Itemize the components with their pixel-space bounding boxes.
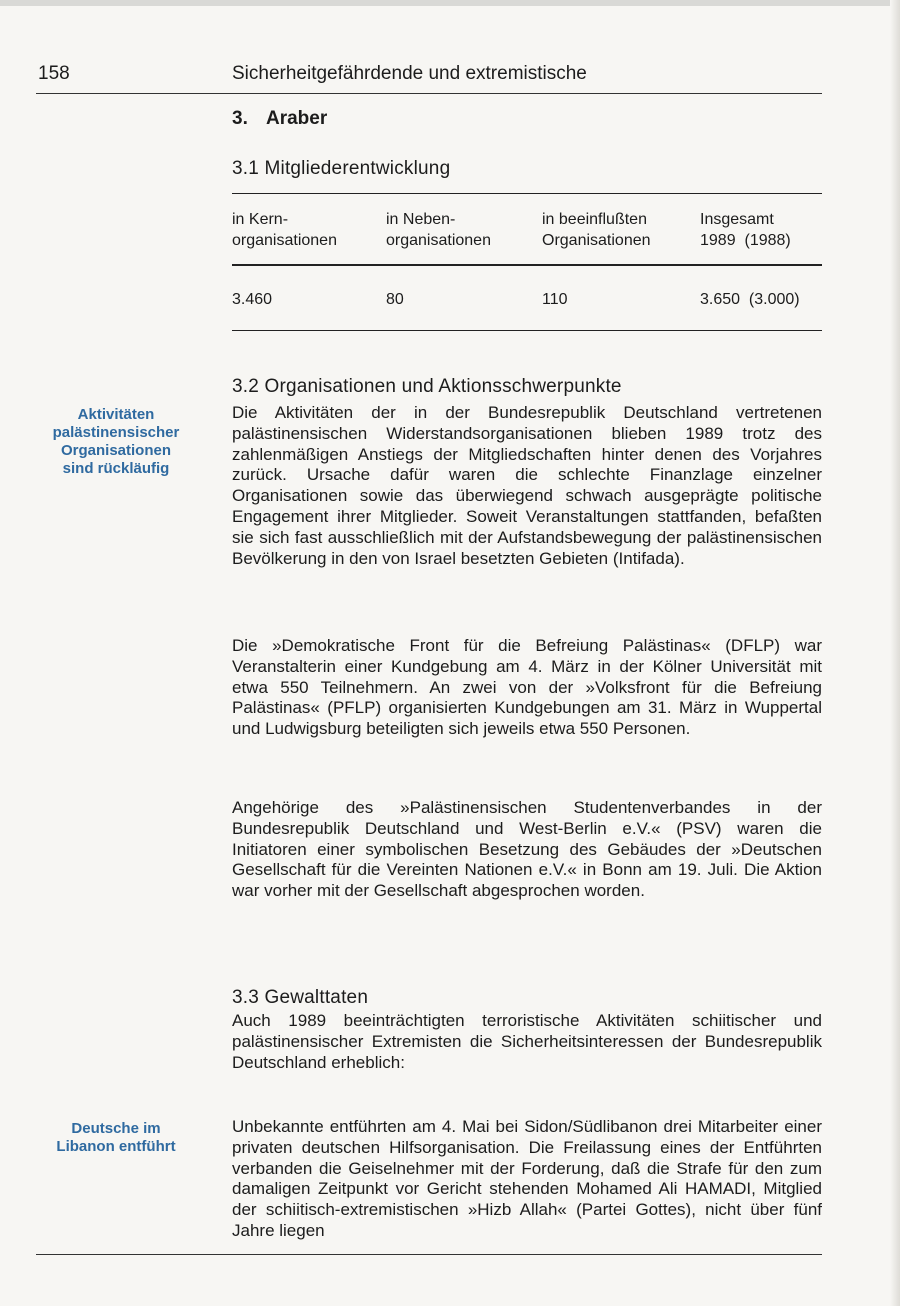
table-top-rule [232, 193, 822, 194]
margin-note-activities [36, 406, 196, 478]
table-bottom-rule [232, 330, 822, 331]
subsection-3-1-title: 3.1 Mitgliederentwicklung [232, 158, 451, 179]
header-rule [36, 93, 822, 94]
margin-note-line: sind rückläufig [62, 460, 170, 477]
margin-note-line: Aktivitäten [77, 406, 155, 423]
table-header-rule [232, 264, 822, 266]
header-line: organisationen [386, 232, 491, 249]
subsection-3-3-title: 3.3 Gewalttaten [232, 987, 369, 1008]
margin-note-line: palästinensischer [52, 424, 180, 441]
section-number: 3. [232, 108, 248, 129]
table-header-beeinflusst [542, 209, 651, 251]
page-edge-top [0, 0, 900, 6]
footer-rule [36, 1254, 822, 1255]
margin-note-line: Deutsche im [71, 1120, 161, 1137]
table-cell-neben: 80 [386, 291, 404, 308]
table-cell-kern: 3.460 [232, 291, 273, 308]
table-header-insgesamt [700, 209, 791, 251]
section-heading [232, 108, 327, 130]
paragraph-dflp: Die »Demokratische Front für die Befreiung Palästinas« (DFLP) war Veranstalterin einer Kundgebung am 4. März in der Kölner Universität mit etwa 550 Teilnehmern. An zwei von der »Volksfront für die Befreiung Palästinas« (PFLP) organisierten Kundgebungen am 31. März in Wuppertal und Ludwigsburg beteiligten sich jeweils etwa 550 Personen. [232, 636, 822, 739]
table-cell-beeinflusst: 110 [542, 291, 568, 308]
margin-note-line: Organisationen [60, 442, 172, 459]
header-line: Insgesamt [700, 211, 774, 228]
header-line: organisationen [232, 232, 337, 249]
margin-note-lebanon [36, 1120, 196, 1156]
table-header-kern [232, 209, 337, 251]
section-title: Araber [266, 108, 328, 129]
margin-note-line: Libanon entführt [56, 1138, 176, 1155]
header-line: Organisationen [542, 232, 651, 249]
page-edge-right [890, 0, 900, 1306]
table-header-neben [386, 209, 491, 251]
header-line: 1989 (1988) [700, 232, 791, 249]
subsection-3-2-title: 3.2 Organisationen und Aktionsschwerpunkte [232, 376, 622, 397]
paragraph-violence-intro: Auch 1989 beeinträchtigten terroristische Aktivitäten schiitischer und palästinensischer Extremisten die Sicherheitsinteressen der Bundesrepublik Deutschland erheblich: [232, 1011, 822, 1072]
table-cell-insgesamt: 3.650 (3.000) [700, 291, 800, 308]
paragraph-activities: Die Aktivitäten der in der Bundesrepublik Deutschland vertretenen palästinensischen Widerstandsorganisationen blieben 1989 trotz des zahlenmäßigen Anstiegs der Mitgliedschaften hinter denen des Vorjahres zurück. Ursache dafür waren die schlechte Finanzlage einzelner Organisationen sowie das überwiegend schwach ausgeprägte politische Engagement ihrer Mitglieder. Soweit Veranstaltungen stattfanden, befaßten sie sich fast ausschließlich mit der Aufstandsbewegung der palästinensischen Bevölkerung in den von Israel besetzten Gebieten (Intifada). [232, 403, 822, 568]
paragraph-psv: Angehörige des »Palästinensischen Studentenverbandes in der Bundesrepublik Deutschland und West-Berlin e.V.« (PSV) waren die Initiatoren einer symbolischen Besetzung des Gebäudes der »Deutschen Gesellschaft für die Vereinten Nationen e.V.« in Bonn am 19. Juli. Die Aktion war vorher mit der Gesellschaft abgesprochen worden. [232, 798, 822, 901]
page-number: 158 [38, 63, 70, 84]
header-line: in beeinflußten [542, 211, 647, 228]
paragraph-kidnapping: Unbekannte entführten am 4. Mai bei Sidon/Südlibanon drei Mitarbeiter einer privaten deutschen Hilfsorganisation. Die Freilassung eines der Entführten verbanden die Geiselnehmer mit der Forderung, daß die Strafe für den zum damaligen Zeitpunkt vor Gericht stehenden Mohamed Ali HAMADI, Mitglied der schiitisch-extremistischen »Hizb Allah« (Partei Gottes), nicht über fünf Jahre liegen [232, 1117, 822, 1240]
running-head: Sicherheitgefährdende und extremistische [232, 63, 587, 84]
header-line: in Neben- [386, 211, 456, 228]
header-line: in Kern- [232, 211, 289, 228]
